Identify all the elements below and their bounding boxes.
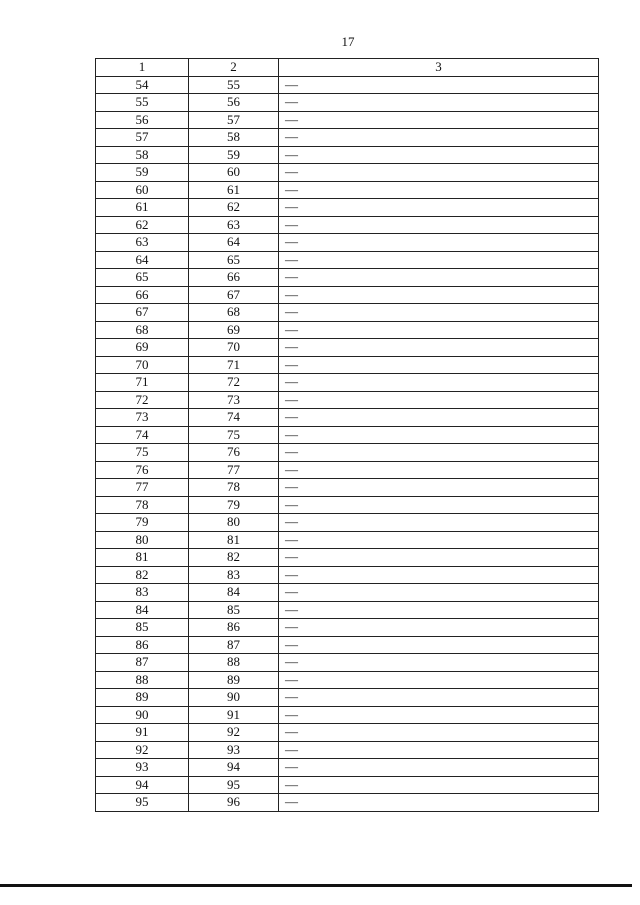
table-row xyxy=(96,426,599,444)
table-cell-col2: 59 xyxy=(189,146,279,164)
table-row xyxy=(96,374,599,392)
table-cell-col3: — xyxy=(279,269,599,287)
table-cell-col2: 67 xyxy=(189,286,279,304)
table-cell-col3: — xyxy=(279,321,599,339)
table-row xyxy=(96,286,599,304)
table-cell-col2: 87 xyxy=(189,636,279,654)
table-cell-col1: 63 xyxy=(96,234,189,252)
table-row xyxy=(96,479,599,497)
table-row xyxy=(96,199,599,217)
table-row xyxy=(96,584,599,602)
table-cell-col3: — xyxy=(279,304,599,322)
table-cell-col2: 86 xyxy=(189,619,279,637)
table-cell-col3: — xyxy=(279,514,599,532)
footer-rule xyxy=(0,884,632,887)
table-row xyxy=(96,251,599,269)
table-cell-col3: — xyxy=(279,181,599,199)
table-cell-col3: — xyxy=(279,636,599,654)
table-cell-col3: — xyxy=(279,164,599,182)
table-cell-col1: 66 xyxy=(96,286,189,304)
table-cell-col1: 65 xyxy=(96,269,189,287)
table-cell-col2: 94 xyxy=(189,759,279,777)
table-row xyxy=(96,794,599,812)
table-cell-col3: — xyxy=(279,339,599,357)
table-cell-col1: 72 xyxy=(96,391,189,409)
table-cell-col1: 87 xyxy=(96,654,189,672)
table-cell-col2: 79 xyxy=(189,496,279,514)
table-cell-col1: 70 xyxy=(96,356,189,374)
table-cell-col2: 73 xyxy=(189,391,279,409)
table-cell-col2: 85 xyxy=(189,601,279,619)
table-cell-col1: 84 xyxy=(96,601,189,619)
table-cell-col1: 67 xyxy=(96,304,189,322)
table-cell-col2: 57 xyxy=(189,111,279,129)
table-cell-col2: 55 xyxy=(189,76,279,94)
table-row xyxy=(96,689,599,707)
table-cell-col2: 72 xyxy=(189,374,279,392)
table-row xyxy=(96,76,599,94)
table-cell-col3: — xyxy=(279,391,599,409)
table-cell-col2: 78 xyxy=(189,479,279,497)
table-cell-col1: 57 xyxy=(96,129,189,147)
table-cell-col3: — xyxy=(279,479,599,497)
table-cell-col2: 88 xyxy=(189,654,279,672)
table-cell-col3: — xyxy=(279,759,599,777)
table-cell-col1: 75 xyxy=(96,444,189,462)
table-cell-col1: 76 xyxy=(96,461,189,479)
table-cell-col1: 59 xyxy=(96,164,189,182)
table-cell-col1: 81 xyxy=(96,549,189,567)
table-cell-col1: 74 xyxy=(96,426,189,444)
table-cell-col2: 70 xyxy=(189,339,279,357)
table-row xyxy=(96,654,599,672)
table-row xyxy=(96,461,599,479)
table-row xyxy=(96,776,599,794)
table-cell-col2: 83 xyxy=(189,566,279,584)
table-row xyxy=(96,531,599,549)
table-cell-col3: — xyxy=(279,234,599,252)
table-row xyxy=(96,636,599,654)
table-cell-col3: — xyxy=(279,619,599,637)
table-cell-col1: 93 xyxy=(96,759,189,777)
column-header-2: 2 xyxy=(189,59,279,77)
table-row xyxy=(96,391,599,409)
table-row xyxy=(96,146,599,164)
table-cell-col1: 68 xyxy=(96,321,189,339)
table-cell-col2: 56 xyxy=(189,94,279,112)
table-row xyxy=(96,181,599,199)
table-cell-col3: — xyxy=(279,689,599,707)
table-cell-col2: 90 xyxy=(189,689,279,707)
data-table xyxy=(95,58,599,812)
table-cell-col2: 89 xyxy=(189,671,279,689)
table-cell-col1: 56 xyxy=(96,111,189,129)
table-cell-col2: 71 xyxy=(189,356,279,374)
table-cell-col3: — xyxy=(279,286,599,304)
table-cell-col2: 95 xyxy=(189,776,279,794)
table-row xyxy=(96,601,599,619)
table-cell-col2: 62 xyxy=(189,199,279,217)
column-header-1: 1 xyxy=(96,59,189,77)
table-cell-col1: 58 xyxy=(96,146,189,164)
table-row xyxy=(96,619,599,637)
table-cell-col2: 65 xyxy=(189,251,279,269)
table-row xyxy=(96,216,599,234)
table-cell-col3: — xyxy=(279,741,599,759)
table-cell-col3: — xyxy=(279,356,599,374)
table-cell-col3: — xyxy=(279,654,599,672)
table-cell-col3: — xyxy=(279,794,599,812)
table-cell-col3: — xyxy=(279,549,599,567)
table-row xyxy=(96,269,599,287)
table-row xyxy=(96,741,599,759)
table-cell-col1: 85 xyxy=(96,619,189,637)
table-row xyxy=(96,164,599,182)
table-row xyxy=(96,129,599,147)
table-cell-col1: 61 xyxy=(96,199,189,217)
table-cell-col3: — xyxy=(279,76,599,94)
table-row xyxy=(96,356,599,374)
table-row xyxy=(96,549,599,567)
table-row xyxy=(96,339,599,357)
table-cell-col2: 82 xyxy=(189,549,279,567)
table-cell-col2: 58 xyxy=(189,129,279,147)
table-cell-col2: 69 xyxy=(189,321,279,339)
table-cell-col1: 92 xyxy=(96,741,189,759)
table-cell-col2: 80 xyxy=(189,514,279,532)
table-cell-col3: — xyxy=(279,776,599,794)
table-row xyxy=(96,706,599,724)
table-cell-col1: 62 xyxy=(96,216,189,234)
table-body xyxy=(96,76,599,811)
table-cell-col3: — xyxy=(279,374,599,392)
table-row xyxy=(96,566,599,584)
table-header xyxy=(96,59,599,77)
table-cell-col3: — xyxy=(279,409,599,427)
table-cell-col3: — xyxy=(279,584,599,602)
table-cell-col2: 60 xyxy=(189,164,279,182)
header-row xyxy=(96,59,599,77)
table-cell-col1: 80 xyxy=(96,531,189,549)
table-cell-col2: 77 xyxy=(189,461,279,479)
table-cell-col3: — xyxy=(279,531,599,549)
table-cell-col3: — xyxy=(279,671,599,689)
table-cell-col1: 73 xyxy=(96,409,189,427)
table-cell-col3: — xyxy=(279,146,599,164)
table-cell-col1: 64 xyxy=(96,251,189,269)
table-cell-col3: — xyxy=(279,566,599,584)
table-cell-col3: — xyxy=(279,426,599,444)
table-row xyxy=(96,496,599,514)
column-header-3: 3 xyxy=(279,59,599,77)
table-cell-col1: 95 xyxy=(96,794,189,812)
table-cell-col1: 78 xyxy=(96,496,189,514)
table-cell-col3: — xyxy=(279,251,599,269)
table-row xyxy=(96,111,599,129)
table-cell-col1: 71 xyxy=(96,374,189,392)
table-cell-col2: 84 xyxy=(189,584,279,602)
table-cell-col1: 82 xyxy=(96,566,189,584)
table-cell-col3: — xyxy=(279,496,599,514)
table-row xyxy=(96,321,599,339)
table-row xyxy=(96,234,599,252)
table-cell-col1: 86 xyxy=(96,636,189,654)
table-cell-col2: 93 xyxy=(189,741,279,759)
table-cell-col3: — xyxy=(279,601,599,619)
table-row xyxy=(96,759,599,777)
table-row xyxy=(96,94,599,112)
table-cell-col2: 92 xyxy=(189,724,279,742)
table-cell-col1: 77 xyxy=(96,479,189,497)
table-cell-col1: 54 xyxy=(96,76,189,94)
table-row xyxy=(96,444,599,462)
table-cell-col3: — xyxy=(279,706,599,724)
table-cell-col3: — xyxy=(279,129,599,147)
table-cell-col1: 60 xyxy=(96,181,189,199)
table-cell-col1: 88 xyxy=(96,671,189,689)
table-cell-col2: 91 xyxy=(189,706,279,724)
table-cell-col2: 68 xyxy=(189,304,279,322)
table-cell-col3: — xyxy=(279,111,599,129)
page-number: 17 xyxy=(341,34,355,49)
table-row xyxy=(96,724,599,742)
table-cell-col3: — xyxy=(279,461,599,479)
table-cell-col2: 74 xyxy=(189,409,279,427)
table-cell-col1: 55 xyxy=(96,94,189,112)
table-cell-col2: 81 xyxy=(189,531,279,549)
table-cell-col1: 83 xyxy=(96,584,189,602)
table-cell-col1: 69 xyxy=(96,339,189,357)
table-cell-col1: 94 xyxy=(96,776,189,794)
table-row xyxy=(96,514,599,532)
table-cell-col2: 66 xyxy=(189,269,279,287)
table-cell-col1: 90 xyxy=(96,706,189,724)
table-cell-col3: — xyxy=(279,444,599,462)
table-cell-col2: 75 xyxy=(189,426,279,444)
table-row xyxy=(96,409,599,427)
table-cell-col3: — xyxy=(279,724,599,742)
table-cell-col1: 89 xyxy=(96,689,189,707)
table-cell-col1: 79 xyxy=(96,514,189,532)
table-cell-col2: 96 xyxy=(189,794,279,812)
table-cell-col1: 91 xyxy=(96,724,189,742)
table-row xyxy=(96,304,599,322)
table-cell-col2: 76 xyxy=(189,444,279,462)
table-cell-col2: 63 xyxy=(189,216,279,234)
table-cell-col3: — xyxy=(279,94,599,112)
table-cell-col3: — xyxy=(279,199,599,217)
table-cell-col2: 64 xyxy=(189,234,279,252)
table-cell-col3: — xyxy=(279,216,599,234)
table-row xyxy=(96,671,599,689)
table-cell-col2: 61 xyxy=(189,181,279,199)
